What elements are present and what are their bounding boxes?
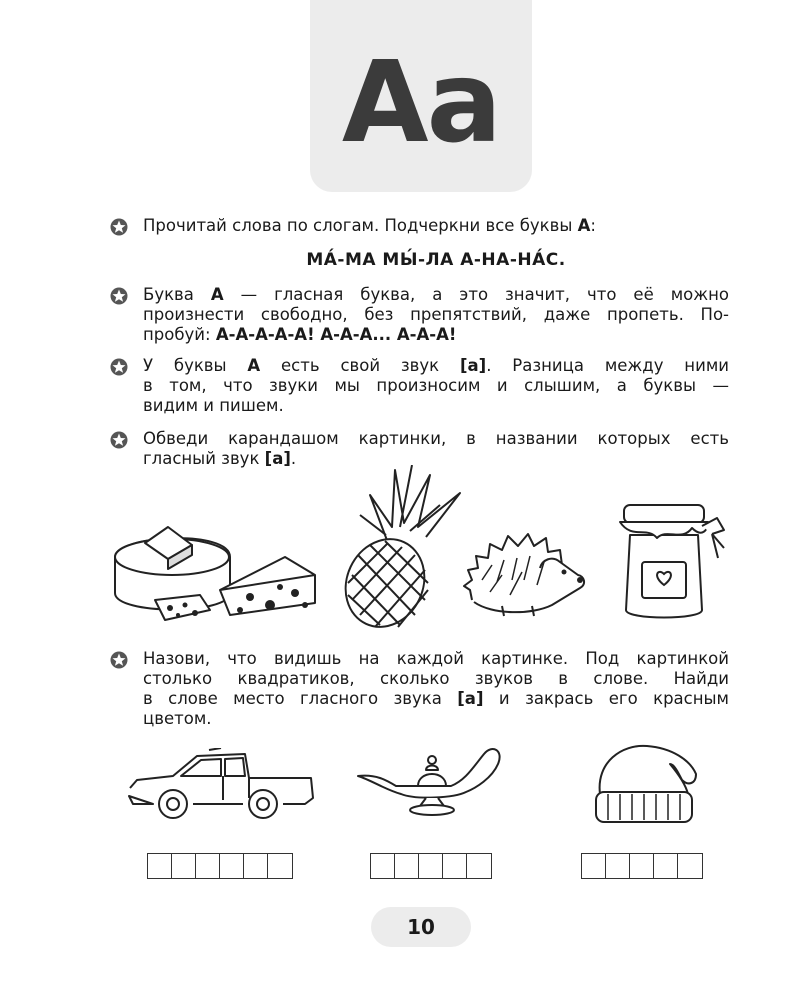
task1-syllables: МА́-МА МЫ́-ЛА А-НА-НА́С. bbox=[306, 250, 566, 270]
sound-box[interactable] bbox=[443, 854, 467, 878]
sound-box[interactable] bbox=[220, 854, 244, 878]
knit-hat-picture[interactable] bbox=[592, 742, 702, 827]
sound-box[interactable] bbox=[654, 854, 678, 878]
sound-box[interactable] bbox=[148, 854, 172, 878]
sound-box[interactable] bbox=[371, 854, 395, 878]
hedgehog-picture[interactable] bbox=[462, 520, 592, 620]
sound-box[interactable] bbox=[582, 854, 606, 878]
cheese-picture[interactable] bbox=[110, 515, 320, 630]
sound-box[interactable] bbox=[395, 854, 419, 878]
sound-box[interactable] bbox=[172, 854, 196, 878]
pickup-truck-picture[interactable] bbox=[125, 748, 320, 823]
sound-box[interactable] bbox=[467, 854, 491, 878]
sound-box[interactable] bbox=[419, 854, 443, 878]
sound-box[interactable] bbox=[606, 854, 630, 878]
jam-jar-picture[interactable] bbox=[612, 500, 732, 625]
task4-text: Обведи карандашом картинки, в названии которых есть гласный звук [а]. bbox=[143, 429, 729, 468]
pineapple-picture[interactable] bbox=[340, 465, 480, 630]
hat-sound-boxes bbox=[581, 853, 703, 879]
truck-sound-boxes bbox=[147, 853, 293, 879]
sound-box[interactable] bbox=[630, 854, 654, 878]
sound-box[interactable] bbox=[196, 854, 220, 878]
star-bullet-icon bbox=[110, 287, 128, 305]
magic-lamp-picture[interactable] bbox=[356, 740, 506, 825]
sound-box[interactable] bbox=[678, 854, 702, 878]
task1-text: Прочитай слова по слогам. Подчеркни все буквы А: bbox=[143, 216, 596, 235]
star-bullet-icon bbox=[110, 218, 128, 236]
star-bullet-icon bbox=[110, 651, 128, 669]
star-bullet-icon bbox=[110, 358, 128, 376]
sound-box[interactable] bbox=[244, 854, 268, 878]
task3-text: У буквы А есть свой звук [а]. Разница между ними в том, что звуки мы произносим и слышим, а буквы — видим и пишем. bbox=[143, 356, 729, 415]
page-number: 10 bbox=[371, 907, 471, 947]
star-bullet-icon bbox=[110, 431, 128, 449]
sound-box[interactable] bbox=[268, 854, 292, 878]
task5-text: Назови, что видишь на каждой картинке. Под картинкой столько квадратиков, сколько звуков в слове. Найди в слове место гласного звука [а] и закрась его красным цветом. bbox=[143, 649, 729, 728]
big-letter-title: Аа bbox=[341, 38, 501, 168]
lamp-sound-boxes bbox=[370, 853, 492, 879]
header-tab bbox=[310, 0, 532, 192]
task2-text: Буква А — гласная буква, а это значит, что её можно произнести свободно, без препятствий, даже пропеть. По- пробуй: А-А-А-А-А! А-А-А... А-А-А! bbox=[143, 285, 729, 344]
